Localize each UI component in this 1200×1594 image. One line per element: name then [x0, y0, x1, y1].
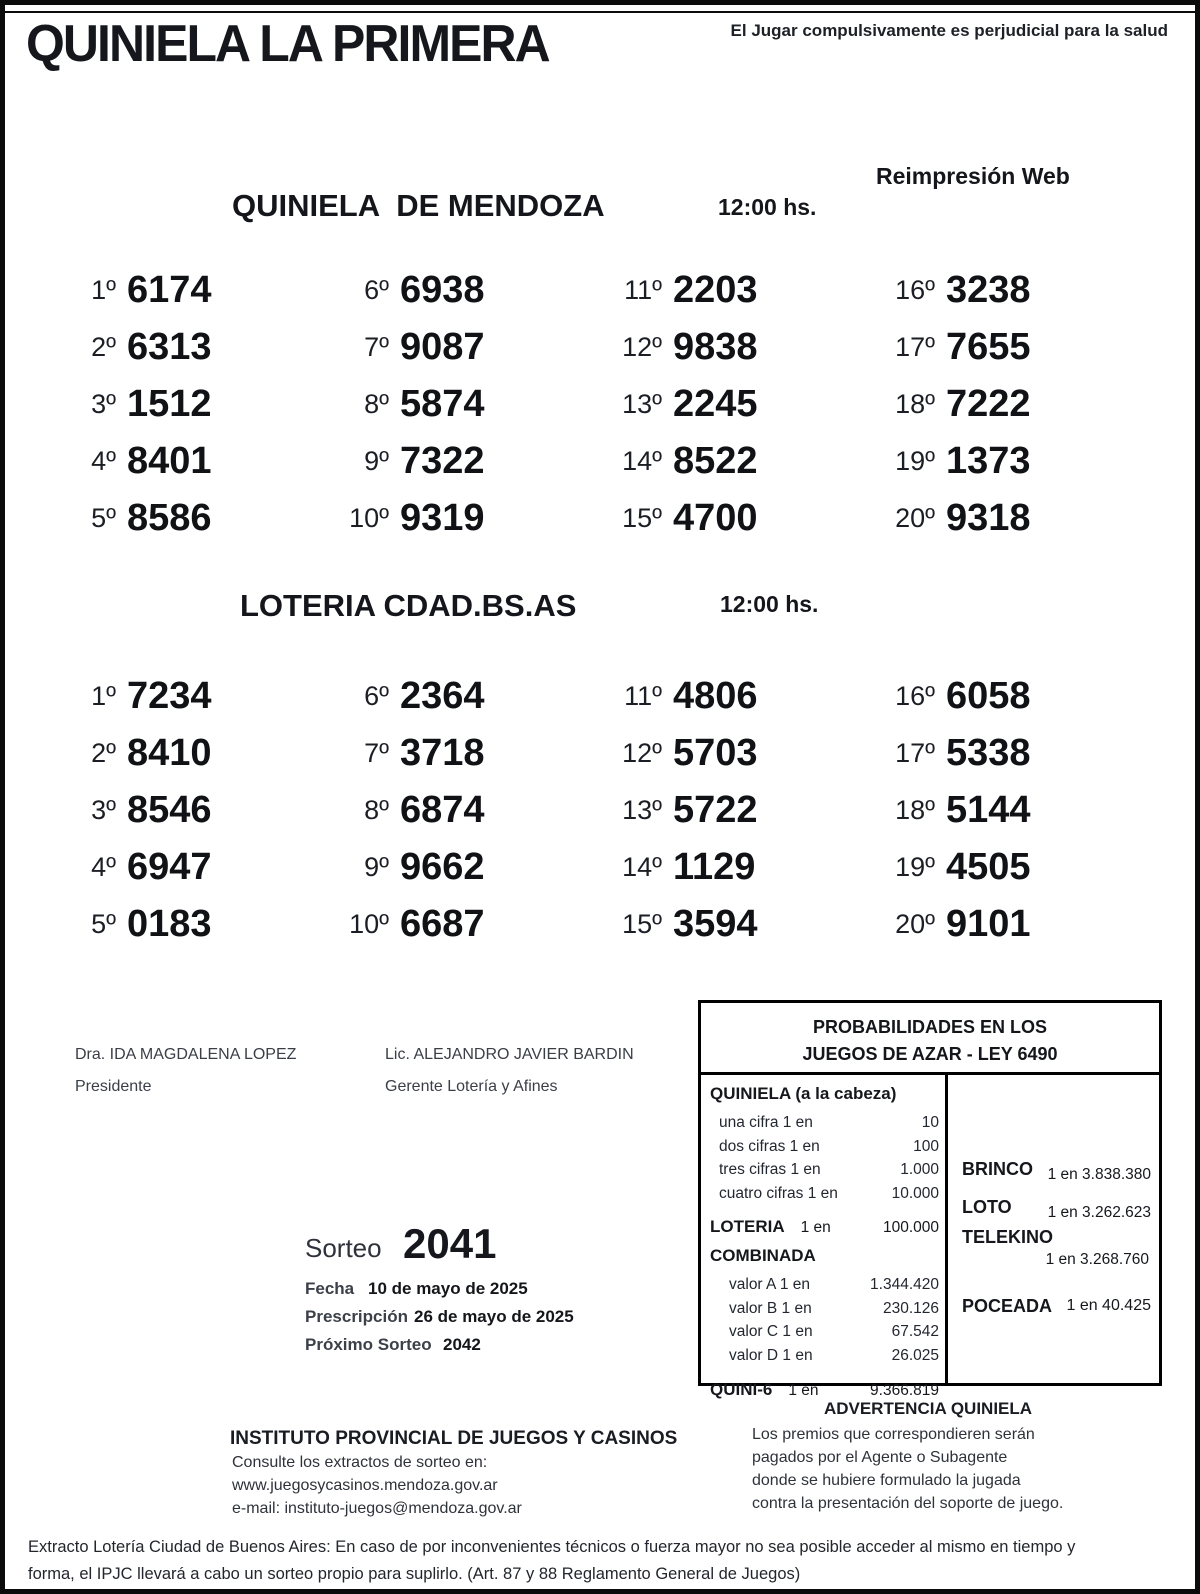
- result-number: 3718: [400, 732, 485, 774]
- result-number: 9662: [400, 846, 485, 888]
- result-item: [56, 319, 329, 376]
- brinco-odds-row: [962, 1159, 1151, 1183]
- results-grid-mendoza: [56, 262, 1148, 547]
- probabilities-left-column: [701, 1075, 948, 1399]
- result-number: 7322: [400, 440, 485, 482]
- advertencia-line: contra la presentación del soporte de juego.: [752, 1495, 1064, 1512]
- sorteo-number: 2041: [403, 1220, 497, 1267]
- result-item: [56, 839, 329, 896]
- quini6-odds-row: [710, 1380, 939, 1400]
- result-position: 8º: [364, 795, 389, 825]
- loteria-odds-value: 100.000: [882, 1219, 939, 1236]
- result-item: [602, 896, 875, 953]
- result-item: [56, 896, 329, 953]
- quini6-odds-label: QUINI-6: [710, 1380, 773, 1399]
- odds-row: [710, 1273, 939, 1297]
- poceada-odds-value: 1 en 40.425: [1066, 1297, 1151, 1314]
- odds-label: valor B 1 en: [729, 1299, 812, 1317]
- draw-time-bsas: 12:00 hs.: [720, 591, 819, 617]
- result-number: 7222: [946, 383, 1031, 425]
- odds-row: [710, 1111, 939, 1135]
- result-number: 2245: [673, 383, 758, 425]
- result-item: [602, 490, 875, 547]
- footer-note: [28, 1534, 1158, 1588]
- result-number: 6687: [400, 903, 485, 945]
- result-number: 4505: [946, 846, 1031, 888]
- result-item: [329, 319, 602, 376]
- result-item: [56, 433, 329, 490]
- result-number: 0183: [127, 903, 212, 945]
- loteria-odds-row: [710, 1217, 939, 1237]
- result-position: 3º: [91, 795, 116, 825]
- result-item: [56, 782, 329, 839]
- result-number: 4700: [673, 497, 758, 539]
- result-number: 5703: [673, 732, 758, 774]
- result-item: [56, 376, 329, 433]
- quiniela-odds-header: QUINIELA (a la cabeza): [710, 1084, 897, 1103]
- prescripcion-value: 26 de mayo de 2025: [414, 1307, 574, 1326]
- result-number: 7655: [946, 326, 1031, 368]
- result-position: 10º: [349, 503, 389, 533]
- result-number: 2203: [673, 269, 758, 311]
- result-position: 10º: [349, 909, 389, 939]
- result-item: [875, 668, 1148, 725]
- results-grid-bsas: [56, 668, 1148, 953]
- result-item: [875, 433, 1148, 490]
- result-item: [875, 376, 1148, 433]
- loteria-odds-mid: 1 en: [800, 1219, 831, 1236]
- telekino-odds-value: 1 en 3.268.760: [1045, 1251, 1149, 1268]
- result-number: 6947: [127, 846, 212, 888]
- odds-row: [710, 1158, 939, 1182]
- result-position: 17º: [895, 738, 935, 768]
- result-item: [602, 668, 875, 725]
- result-position: 1º: [91, 681, 116, 711]
- odds-value: 100: [913, 1137, 939, 1155]
- result-item: [56, 262, 329, 319]
- result-item: [329, 490, 602, 547]
- proximo-sorteo-value: 2042: [443, 1335, 481, 1354]
- result-position: 17º: [895, 332, 935, 362]
- result-item: [329, 725, 602, 782]
- result-position: 19º: [895, 446, 935, 476]
- quini6-odds-value: 9.366.819: [870, 1382, 939, 1399]
- result-item: [875, 319, 1148, 376]
- result-item: [875, 782, 1148, 839]
- odds-row: [710, 1182, 939, 1206]
- odds-value: 26.025: [891, 1346, 939, 1364]
- health-warning: El Jugar compulsivamente es perjudicial para la salud: [730, 21, 1168, 40]
- odds-row: [710, 1297, 939, 1321]
- footer-line1: Extracto Lotería Ciudad de Buenos Aires: En caso de por inconvenientes técnicos o fuerza mayor no sea posible acceder al mismo en tiempo y: [28, 1538, 1076, 1556]
- reprint-label: Reimpresión Web: [876, 163, 1070, 189]
- result-item: [329, 839, 602, 896]
- result-number: 9101: [946, 903, 1031, 945]
- result-position: 5º: [91, 503, 116, 533]
- loto-label: LOTO: [962, 1197, 1012, 1217]
- result-position: 13º: [622, 389, 662, 419]
- draw-title-bsas: LOTERIA CDAD.BS.AS: [240, 588, 577, 623]
- official-name-presidente: Dra. IDA MAGDALENA LOPEZ: [75, 1046, 297, 1063]
- result-number: 6874: [400, 789, 485, 831]
- result-item: [602, 433, 875, 490]
- result-position: 7º: [364, 332, 389, 362]
- result-item: [602, 839, 875, 896]
- result-number: 1373: [946, 440, 1031, 482]
- combinada-odds-rows: [710, 1273, 939, 1367]
- probabilities-box: [698, 1000, 1162, 1399]
- probabilities-right-column: [948, 1075, 1159, 1383]
- result-position: 9º: [364, 852, 389, 882]
- loto-odds-row: [962, 1197, 1151, 1221]
- result-item: [329, 668, 602, 725]
- result-number: 8410: [127, 732, 212, 774]
- result-position: 3º: [91, 389, 116, 419]
- advertencia-body: [752, 1423, 1132, 1515]
- result-position: 16º: [895, 681, 935, 711]
- quini6-odds-mid: 1 en: [788, 1382, 819, 1399]
- result-position: 1º: [91, 275, 116, 305]
- advertencia-line: donde se hubiere formulado la jugada: [752, 1472, 1021, 1489]
- advertencia-line: pagados por el Agente o Subagente: [752, 1449, 1008, 1466]
- result-position: 11º: [624, 275, 662, 305]
- result-position: 19º: [895, 852, 935, 882]
- advertencia-line: Los premios que correspondieren serán: [752, 1426, 1035, 1443]
- odds-label: valor C 1 en: [729, 1323, 813, 1340]
- odds-label: una cifra 1 en: [719, 1114, 813, 1131]
- result-number: 6313: [127, 326, 212, 368]
- odds-label: tres cifras 1 en: [719, 1161, 821, 1178]
- telekino-odds-row: [962, 1227, 1151, 1269]
- odds-label: cuatro cifras 1 en: [719, 1184, 838, 1202]
- odds-value: 1.344.420: [870, 1276, 939, 1293]
- result-number: 7234: [127, 675, 212, 717]
- result-number: 4806: [673, 675, 758, 717]
- result-position: 4º: [91, 852, 116, 882]
- result-item: [56, 725, 329, 782]
- result-position: 6º: [364, 681, 389, 711]
- result-item: [602, 262, 875, 319]
- odds-row: [710, 1320, 939, 1344]
- result-number: 6058: [946, 675, 1031, 717]
- result-position: 7º: [364, 738, 389, 768]
- proximo-sorteo-label: Próximo Sorteo: [305, 1335, 432, 1354]
- result-position: 5º: [91, 909, 116, 939]
- page-title: QUINIELA LA PRIMERA: [26, 15, 549, 73]
- fecha-label: Fecha: [305, 1279, 355, 1298]
- result-item: [875, 490, 1148, 547]
- odds-label: dos cifras 1 en: [719, 1137, 820, 1155]
- result-item: [329, 376, 602, 433]
- footer-line2: forma, el IPJC llevará a cabo un sorteo propio para suplirlo. (Art. 87 y 88 Reglamento General de Juegos): [28, 1565, 801, 1583]
- result-number: 1129: [673, 846, 756, 888]
- sorteo-label: Sorteo: [305, 1233, 382, 1263]
- advertencia-title: ADVERTENCIA QUINIELA: [823, 1399, 1033, 1418]
- fecha-value: 10 de mayo de 2025: [368, 1279, 528, 1298]
- institute-name: INSTITUTO PROVINCIAL DE JUEGOS Y CASINOS: [230, 1428, 678, 1449]
- odds-row: [710, 1344, 939, 1368]
- loteria-odds-label: LOTERIA: [710, 1217, 785, 1236]
- result-position: 14º: [622, 852, 662, 882]
- brinco-label: BRINCO: [962, 1159, 1033, 1179]
- official-role-presidente: Presidente: [75, 1078, 152, 1095]
- odds-value: 1.000: [900, 1161, 939, 1178]
- result-number: 8546: [127, 789, 212, 831]
- telekino-label: TELEKINO: [962, 1227, 1054, 1247]
- result-item: [56, 490, 329, 547]
- result-item: [602, 725, 875, 782]
- probabilities-title: [701, 1003, 1159, 1075]
- result-position: 14º: [622, 446, 662, 476]
- result-position: 15º: [622, 503, 662, 533]
- result-position: 15º: [622, 909, 662, 939]
- poceada-label: POCEADA: [962, 1296, 1053, 1316]
- result-position: 8º: [364, 389, 389, 419]
- draw-time-mendoza: 12:00 hs.: [718, 194, 817, 220]
- result-item: [329, 262, 602, 319]
- result-number: 3238: [946, 269, 1031, 311]
- result-item: [329, 896, 602, 953]
- result-number: 9318: [946, 497, 1031, 539]
- result-number: 2364: [400, 675, 485, 717]
- probabilities-title-line2: JUEGOS DE AZAR - LEY 6490: [802, 1044, 1058, 1064]
- result-position: 13º: [622, 795, 662, 825]
- odds-row: [710, 1135, 939, 1159]
- result-number: 5874: [400, 383, 485, 425]
- probabilities-title-line1: PROBABILIDADES EN LOS: [812, 1017, 1048, 1037]
- result-item: [602, 319, 875, 376]
- result-position: 9º: [364, 446, 389, 476]
- result-item: [875, 725, 1148, 782]
- official-role-gerente: Gerente Lotería y Afines: [385, 1078, 558, 1095]
- result-item: [875, 839, 1148, 896]
- poceada-odds-row: [962, 1296, 1151, 1317]
- result-number: 9319: [400, 497, 485, 539]
- odds-label: valor A 1 en: [729, 1276, 811, 1293]
- institute-email: e-mail: instituto-juegos@mendoza.gov.ar: [232, 1500, 522, 1517]
- result-position: 20º: [895, 909, 935, 939]
- odds-value: 67.542: [891, 1323, 939, 1340]
- institute-consulte-text: Consulte los extractos de sorteo en:: [232, 1454, 488, 1471]
- result-item: [875, 262, 1148, 319]
- result-number: 8586: [127, 497, 212, 539]
- result-position: 2º: [91, 738, 116, 768]
- result-number: 6174: [127, 269, 212, 311]
- result-position: 6º: [364, 275, 389, 305]
- result-position: 11º: [624, 681, 662, 711]
- result-number: 5144: [946, 789, 1031, 831]
- official-name-gerente: Lic. ALEJANDRO JAVIER BARDIN: [385, 1046, 634, 1063]
- result-number: 1512: [127, 383, 212, 425]
- result-item: [602, 376, 875, 433]
- result-number: 6938: [400, 269, 485, 311]
- result-position: 18º: [895, 389, 935, 419]
- draw-title-mendoza: QUINIELA DE MENDOZA: [232, 188, 605, 223]
- combinada-header: COMBINADA: [710, 1246, 816, 1265]
- result-number: 9087: [400, 326, 485, 368]
- result-position: 20º: [895, 503, 935, 533]
- institute-website: www.juegosycasinos.mendoza.gov.ar: [232, 1477, 498, 1494]
- result-number: 3594: [673, 903, 758, 945]
- odds-value: 10.000: [891, 1184, 939, 1202]
- odds-label: valor D 1 en: [729, 1346, 813, 1364]
- top-divider-line: [3, 11, 1197, 13]
- result-position: 4º: [91, 446, 116, 476]
- result-item: [602, 782, 875, 839]
- quiniela-odds-rows: [710, 1111, 939, 1205]
- result-item: [329, 782, 602, 839]
- result-position: 12º: [622, 332, 662, 362]
- result-number: 5338: [946, 732, 1031, 774]
- result-position: 12º: [622, 738, 662, 768]
- prescripcion-label: Prescripción: [305, 1307, 408, 1326]
- brinco-odds-value: 1 en 3.838.380: [1047, 1166, 1151, 1183]
- result-item: [875, 896, 1148, 953]
- result-position: 2º: [91, 332, 116, 362]
- result-item: [329, 433, 602, 490]
- result-number: 8401: [127, 440, 212, 482]
- result-number: 8522: [673, 440, 758, 482]
- result-number: 5722: [673, 789, 758, 831]
- result-number: 9838: [673, 326, 758, 368]
- odds-value: 10: [921, 1114, 939, 1131]
- result-item: [56, 668, 329, 725]
- result-position: 16º: [895, 275, 935, 305]
- loto-odds-value: 1 en 3.262.623: [1047, 1204, 1151, 1221]
- result-position: 18º: [895, 795, 935, 825]
- odds-value: 230.126: [882, 1299, 939, 1317]
